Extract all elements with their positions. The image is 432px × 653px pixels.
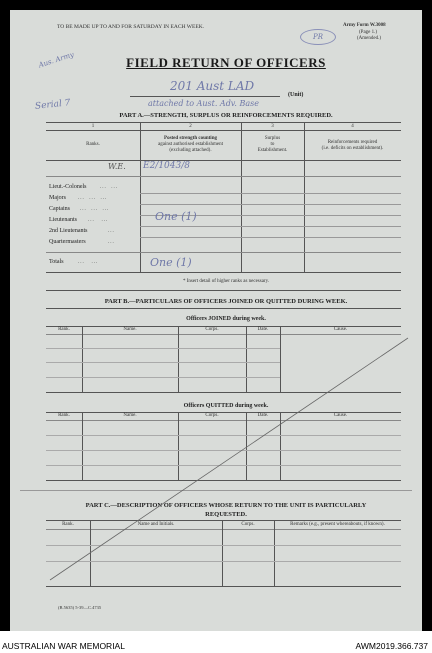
rank-2nd-lieutenants: 2nd Lieutenants (49, 228, 88, 234)
reinf-header-1: Reinforcements required (327, 140, 378, 145)
quitted-col-rank: Rank. (58, 413, 70, 418)
joined-col-cause: Cause. (333, 327, 348, 332)
quitted-col-date: Date. (257, 413, 269, 418)
totals-value: One (1) (150, 256, 192, 269)
col-number-2: 2 (189, 124, 192, 129)
unit-label: (Unit) (288, 92, 304, 98)
rank-captains: Captains (49, 206, 70, 212)
form-title: FIELD RETURN OF OFFICERS (126, 55, 326, 70)
lieutenants-value: One (1) (155, 210, 197, 223)
part-c-col-remarks: Remarks (e.g., present whereabouts, if known). (290, 522, 385, 527)
joined-col-rank: Rank. (58, 327, 70, 332)
posted-header-1: Posted strength counting (164, 136, 217, 141)
we-value: E2/1043/8 (143, 161, 190, 171)
part-c-title-1: PART C.—DESCRIPTION OF OFFICERS WHOSE RETURN TO THE UNIT IS PARTICULARLY (85, 502, 367, 509)
joined-col-name: Name. (123, 327, 137, 332)
unit-handwritten: 201 Aust LAD (170, 79, 255, 93)
joined-col-date: Date. (257, 327, 269, 332)
posted-header-2: against authorised establishment (158, 142, 223, 147)
quitted-col-cause: Cause. (333, 413, 348, 418)
part-c-col-corps: Corps. (241, 522, 255, 527)
margin-note: Aus. Army (37, 50, 75, 70)
part-c-title-2: REQUESTED. (205, 511, 247, 518)
rank-majors: Majors (49, 195, 66, 201)
col-number-1: 1 (91, 124, 95, 129)
rank-quartermasters: Quartermasters (49, 239, 86, 245)
part-a-footnote: * Insert detail of higher ranks as necessary. (182, 279, 270, 284)
quitted-title: Officers QUITTED during week. (183, 403, 269, 409)
surplus-header-2: to (270, 142, 275, 147)
joined-title: Officers JOINED during week. (186, 316, 266, 322)
part-a-title: PART A.—STRENGTH, SURPLUS OR REINFORCEMENTS REQUIRED. (119, 112, 333, 119)
quitted-col-name: Name. (123, 413, 137, 418)
form-page-number: (Page 1.) (359, 30, 378, 35)
col-number-4: 4 (351, 124, 354, 129)
archive-footer (0, 631, 432, 653)
attached-note: attached to Aust. Adv. Base (148, 99, 259, 108)
surplus-header-3: Establishment. (257, 148, 288, 153)
part-c-col-rank: Rank. (62, 522, 74, 527)
surplus-header-1: Surplus (264, 136, 281, 141)
joined-col-corps: Corps. (205, 327, 219, 332)
header-instruction: TO BE MADE UP TO AND FOR SATURDAY IN EACH WEEK. (57, 24, 205, 30)
part-c-col-name: Name and Initials. (137, 522, 175, 527)
posted-header-3: (excluding attached). (169, 148, 212, 153)
rank-lieut-colonels: Lieut.-Colonels (49, 184, 87, 190)
col-number-3: 3 (271, 124, 274, 129)
stamp: PR (300, 29, 336, 45)
we-label: W.E. (108, 162, 126, 171)
part-b-title: PART B.—PARTICULARS OF OFFICERS JOINED OR QUITTED DURING WEEK. (104, 298, 348, 305)
form-number: Army Form W.3008 (343, 23, 386, 28)
totals-label: Totals (49, 259, 64, 265)
footer-accession-number: AWM2019.366.737 (355, 641, 428, 651)
quitted-col-corps: Corps. (205, 413, 219, 418)
reinf-header-2: (i.e. deficits on establishment). (321, 146, 384, 151)
rank-lieutenants: Lieutenants (49, 217, 77, 223)
form-status: (Amended.) (357, 36, 382, 41)
printer-code: (B.5635) 5-39—C.4735 (58, 605, 102, 610)
serial-note: Serial 7 (34, 98, 71, 112)
ranks-header: Ranks. (86, 142, 100, 147)
footer-institution: AUSTRALIAN WAR MEMORIAL (2, 641, 125, 651)
